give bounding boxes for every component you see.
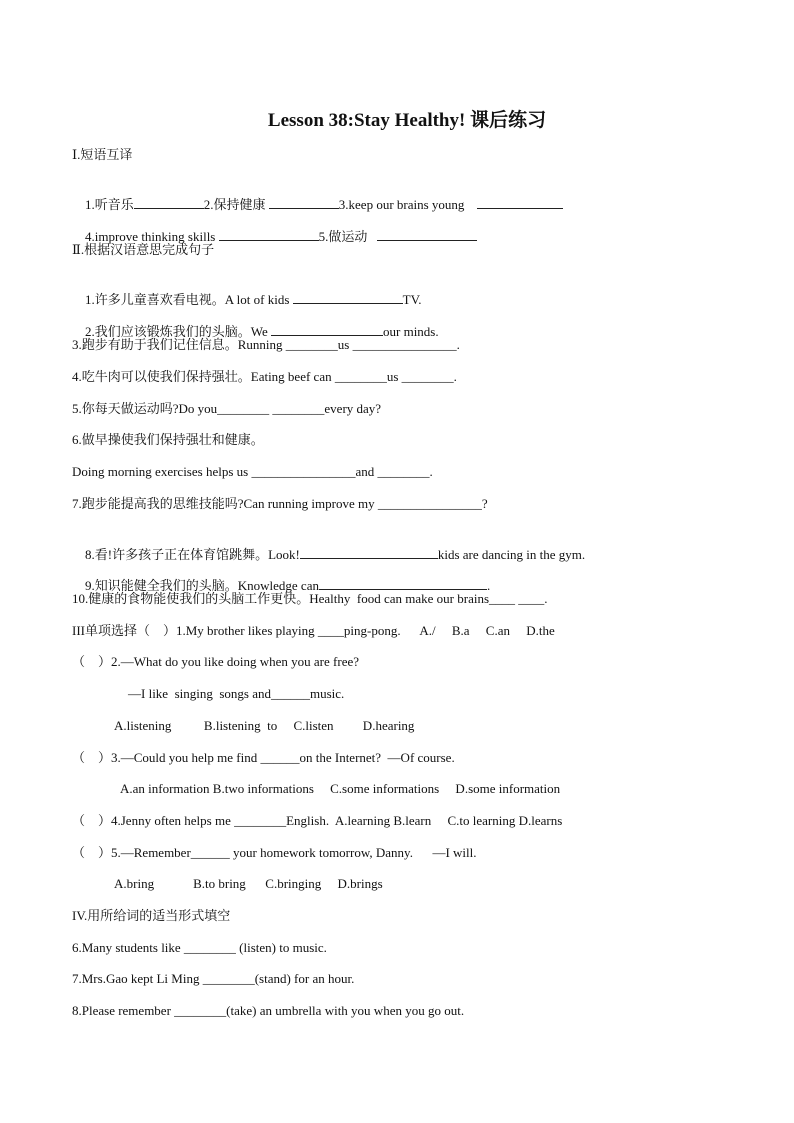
- answer-blank[interactable]: [300, 545, 438, 559]
- part2-question-5: 5.你每天做运动吗?Do you________ ________every day?: [72, 401, 382, 416]
- part2-question-10: 10.健康的食物能使我们的头脑工作更快。Healthy food can make our brains____ ____.: [72, 591, 548, 606]
- part4-question-6: 6.Many students like ________ (listen) to music.: [72, 940, 327, 955]
- question-text: TV.: [402, 292, 422, 307]
- part2-question-3: 3.跑步有助于我们记住信息。Running ________us ________________.: [72, 337, 460, 352]
- part2-question-4: 4.吃牛肉可以使我们保持强壮。Eating beef can ________us ________.: [72, 369, 457, 384]
- answer-blank[interactable]: [219, 227, 319, 241]
- answer-blank[interactable]: [477, 195, 563, 209]
- question-text: kids are dancing in the gym.: [437, 547, 586, 562]
- question-text: .: [486, 578, 491, 593]
- part2-question-6-chinese: 6.做早操使我们保持强壮和健康。: [72, 432, 264, 447]
- answer-blank[interactable]: [377, 227, 477, 241]
- part3-question-2: （ ）2.—What do you like doing when you are free?: [72, 654, 360, 669]
- answer-blank[interactable]: [271, 322, 383, 336]
- part2-question-6-english: Doing morning exercises helps us ________________and ________.: [72, 464, 433, 479]
- item-3: 3.keep our brains young: [338, 197, 478, 212]
- item-5: 5.做运动: [318, 229, 378, 244]
- question-text: 8.看!许多孩子正在体育馆跳舞。Look!: [85, 547, 300, 562]
- answer-blank[interactable]: [269, 195, 339, 209]
- item-4: 4.improve thinking skills: [85, 229, 219, 244]
- part3-question-3-options: A.an information B.two informations C.some informations D.some information: [120, 781, 561, 796]
- section-3-heading: III单项选择（ ）1.My brother likes playing ____ping-pong. A./ B.a C.an D.the: [72, 623, 555, 638]
- part3-question-5-options: A.bring B.to bring C.bringing D.brings: [114, 876, 383, 891]
- section-4-heading: IV.用所给词的适当形式填空: [72, 908, 231, 923]
- question-text: our minds.: [383, 324, 439, 339]
- question-text: 2.我们应该锻炼我们的头脑。We: [85, 324, 271, 339]
- answer-blank[interactable]: [319, 576, 487, 590]
- part3-question-3: （ ）3.—Could you help me find ______on the Internet? —Of course.: [72, 750, 455, 765]
- item-2: 2.保持健康: [203, 197, 269, 212]
- section-1-heading: Ⅰ.短语互译: [72, 147, 133, 162]
- part3-question-5: （ ）5.—Remember______ your homework tomorrow, Danny. —I will.: [72, 845, 477, 860]
- answer-blank[interactable]: [134, 195, 204, 209]
- part3-question-2-options: A.listening B.listening to C.listen D.hearing: [114, 718, 415, 733]
- part2-question-7: 7.跑步能提高我的思维技能吗?Can running improve my ________________?: [72, 496, 488, 511]
- page-title: Lesson 38:Stay Healthy! 课后练习: [267, 110, 547, 131]
- part4-question-8: 8.Please remember ________(take) an umbrella with you when you go out.: [72, 1003, 465, 1018]
- part3-question-2-reply: —I like singing songs and______music.: [128, 686, 345, 701]
- question-text: 1.许多儿童喜欢看电视。A lot of kids: [85, 292, 293, 307]
- part3-question-4: （ ）4.Jenny often helps me ________English. A.learning B.learn C.to learning D.learns: [72, 813, 563, 828]
- question-text: 9.知识能健全我们的头脑。Knowledge can: [85, 578, 319, 593]
- section-2-heading: Ⅱ.根据汉语意思完成句子: [72, 242, 215, 257]
- item-1: 1.听音乐: [85, 197, 134, 212]
- answer-blank[interactable]: [293, 290, 403, 304]
- part4-question-7: 7.Mrs.Gao kept Li Ming ________(stand) for an hour.: [72, 971, 355, 986]
